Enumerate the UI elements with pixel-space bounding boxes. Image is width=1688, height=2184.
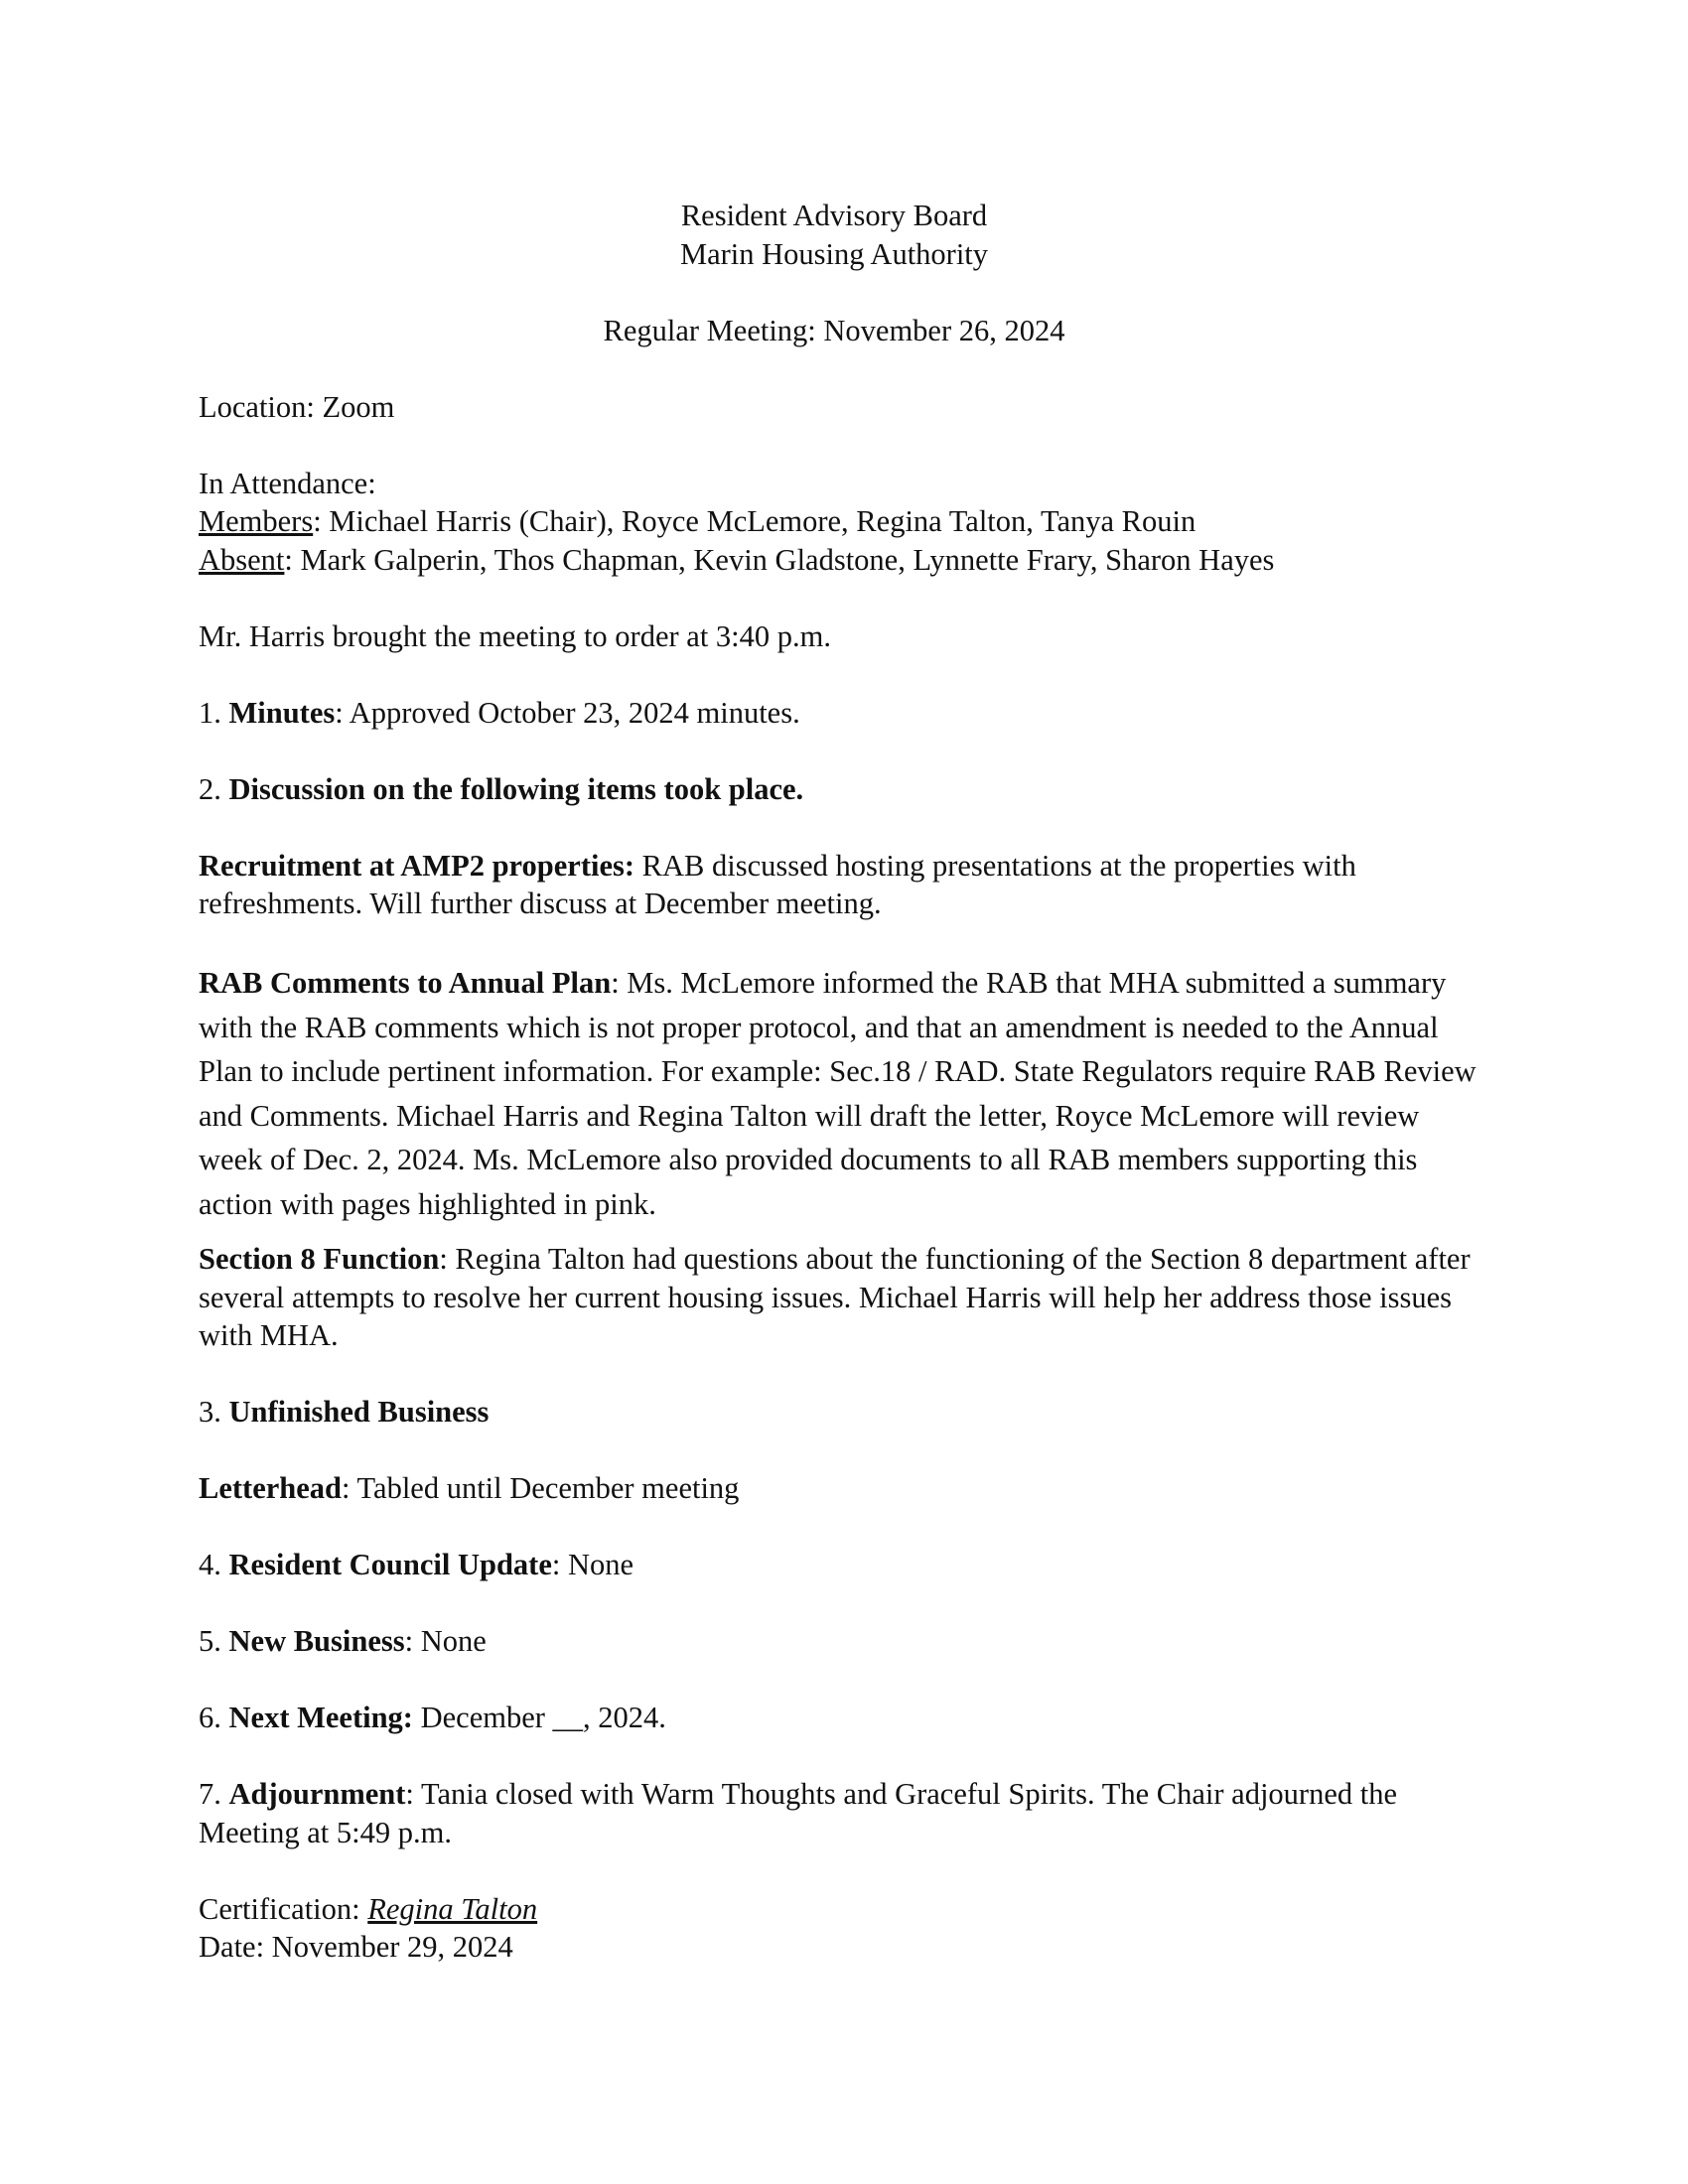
- certification-section: [199, 1890, 1489, 1967]
- item-text: December __, 2024.: [412, 1701, 666, 1734]
- attendance-heading: In Attendance:: [199, 466, 376, 500]
- item-number: 7.: [199, 1777, 229, 1811]
- item-text: : Ms. McLemore informed the RAB that MHA submitted a summary with the RAB comments which is not proper protocol, and that an amendment is needed to the Annual Plan to include pertinent information. For example: Sec.18 / RAD. State Regulators require RAB Review and Comments. Michael Harris and Regina Talton will draft the letter, Royce McLemore will review week of Dec. 2, 2024. Ms. McLemore also provided documents to all RAB members supporting this action with pages highlighted in pink.: [199, 966, 1477, 1221]
- location: Location: Zoom: [199, 389, 395, 424]
- item-next-meeting: [199, 1699, 1489, 1737]
- members-line: [199, 502, 1489, 541]
- item-number: 5.: [199, 1624, 229, 1658]
- item-recruitment: [199, 847, 1489, 923]
- item-section8: [199, 1240, 1489, 1355]
- item-text: : Approved October 23, 2024 minutes.: [335, 695, 800, 730]
- item-label: Recruitment at AMP2 properties:: [199, 848, 635, 883]
- item-label: Discussion on the following items took place.: [228, 771, 804, 806]
- item-unfinished-business: [199, 1393, 1489, 1432]
- item-minutes: [199, 694, 1489, 733]
- item-text: RAB discussed hosting presentations at the properties with refreshments. Will further discuss at December meeting.: [199, 848, 1356, 920]
- item-label: RAB Comments to Annual Plan: [199, 966, 612, 1000]
- item-number: 6.: [199, 1701, 229, 1734]
- certification-line: [199, 1890, 1489, 1929]
- item-label: Unfinished Business: [228, 1395, 490, 1429]
- item-number: 2.: [199, 771, 229, 806]
- meeting-title: Regular Meeting: November 26, 2024: [603, 313, 1065, 347]
- item-adjournment: [199, 1775, 1489, 1851]
- item-label: New Business: [228, 1624, 405, 1658]
- absent-list: : Mark Galperin, Thos Chapman, Kevin Gladstone, Lynnette Frary, Sharon Hayes: [284, 542, 1275, 577]
- document-header: [189, 197, 1479, 349]
- signature: Regina Talton: [367, 1891, 538, 1926]
- board-name: Resident Advisory Board: [680, 199, 988, 232]
- authority-name: Marin Housing Authority: [679, 236, 989, 271]
- item-new-business: [199, 1622, 1489, 1661]
- certification-date: Date: November 29, 2024: [199, 1930, 513, 1964]
- attendance-section: [199, 465, 1489, 580]
- absent-label: Absent: [199, 542, 285, 577]
- item-text: : None: [551, 1548, 634, 1581]
- item-text: : Regina Talton had questions about the functioning of the Section 8 department after several attempts to resolve her current housing issues. Michael Harris will help her address those issues with MHA.: [199, 1242, 1471, 1352]
- absent-line: [199, 541, 1489, 580]
- members-list: : Michael Harris (Chair), Royce McLemore, Regina Talton, Tanya Rouin: [313, 504, 1196, 538]
- item-label: Adjournment: [228, 1777, 406, 1811]
- members-label: Members: [199, 504, 314, 538]
- item-number: 4.: [199, 1548, 229, 1581]
- item-label: Resident Council Update: [228, 1548, 552, 1581]
- item-text: : Tania closed with Warm Thoughts and Graceful Spirits. The Chair adjourned the Meeting at 5:49 p.m.: [199, 1777, 1398, 1849]
- item-text: : Tabled until December meeting: [341, 1471, 740, 1505]
- call-to-order: Mr. Harris brought the meeting to order at 3:40 p.m.: [199, 618, 831, 653]
- item-label: Section 8 Function: [199, 1242, 440, 1276]
- item-rab-comments: [199, 961, 1489, 1226]
- item-label: Next Meeting:: [228, 1701, 413, 1734]
- item-number: 3.: [199, 1395, 229, 1429]
- item-label: Minutes: [228, 695, 336, 730]
- item-resident-council: [199, 1546, 1489, 1584]
- item-discussion: [199, 770, 1489, 809]
- item-label: Letterhead: [199, 1471, 342, 1505]
- minutes-document: [199, 197, 1489, 1967]
- item-text: : None: [404, 1624, 487, 1658]
- certification-label: Certification:: [199, 1891, 368, 1926]
- item-number: 1.: [199, 695, 229, 730]
- item-letterhead: [199, 1469, 1489, 1508]
